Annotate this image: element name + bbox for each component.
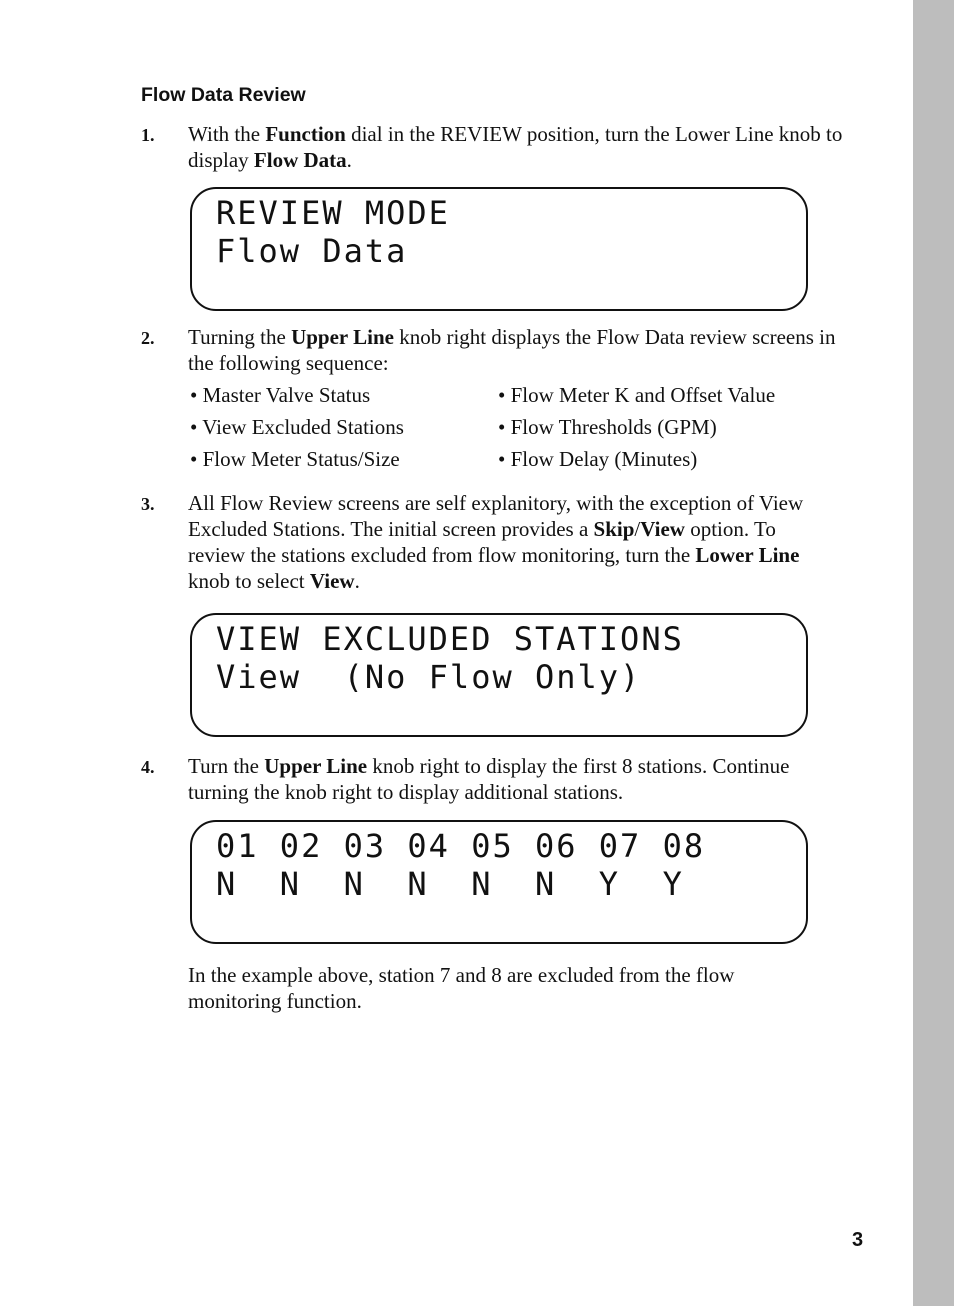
step-1-text: With the Function dial in the REVIEW position, turn the Lower Line knob to display Flow Data. (188, 122, 843, 172)
bullet-master-valve-status: • Master Valve Status (190, 383, 371, 407)
lcd-line-2: N N N N N N Y Y (216, 865, 684, 903)
page-number: 3 (852, 1229, 864, 1251)
lcd-display-view-excluded (190, 613, 808, 737)
step-4-number: 4. (141, 757, 155, 777)
step-3-number: 3. (141, 494, 155, 514)
step-4-text: Turn the Upper Line knob right to display the first 8 stations. Continue turning the knob right to display additional stations. (188, 754, 790, 804)
bullet-flow-delay: • Flow Delay (Minutes) (498, 447, 698, 471)
lcd-display-review-mode (190, 187, 808, 311)
lcd-line-1: REVIEW MODE (216, 194, 450, 232)
step-2-number: 2. (141, 328, 155, 348)
section-heading: Flow Data Review (141, 84, 306, 106)
lcd-line-2: Flow Data (216, 232, 408, 270)
lcd-line-1: VIEW EXCLUDED STATIONS (216, 620, 684, 658)
step-1-number: 1. (141, 125, 155, 145)
lcd-line-2: View (No Flow Only) (216, 658, 642, 696)
lcd-line-1: 01 02 03 04 05 06 07 08 (216, 827, 706, 865)
bullet-flow-meter-k-offset: • Flow Meter K and Offset Value (498, 383, 776, 407)
bullet-view-excluded-stations: • View Excluded Stations (190, 415, 404, 439)
bullet-flow-thresholds: • Flow Thresholds (GPM) (498, 415, 717, 439)
step-2-text: Turning the Upper Line knob right displays the Flow Data review screens in the following sequence: (188, 325, 836, 375)
example-note: In the example above, station 7 and 8 are excluded from the flow monitoring function. (188, 963, 735, 1013)
step-3-text: All Flow Review screens are self explanitory, with the exception of View Excluded Stations. The initial screen provides a Skip/View option. To review the stations excluded from flow monitoring, turn the Lower Line knob to select View. (188, 491, 804, 593)
bullet-flow-meter-status-size: • Flow Meter Status/Size (190, 447, 400, 471)
side-tab (913, 0, 954, 1306)
lcd-display-stations (190, 820, 808, 944)
